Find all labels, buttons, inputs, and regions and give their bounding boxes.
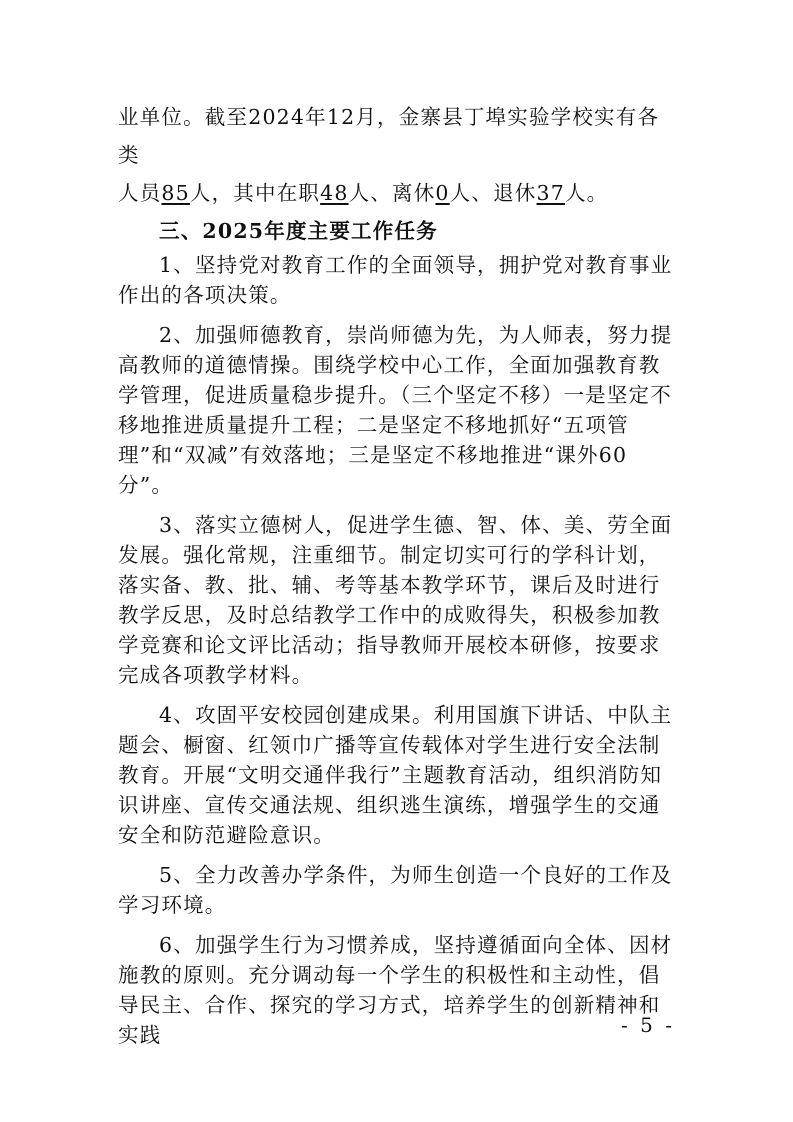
intro-line-1: 业单位。截至2024年12月，金寨县丁埠实验学校实有各类 [118, 105, 660, 167]
task-item-2: 2、加强师德教育，崇尚师德为先，为人师表，努力提高教师的道德情操。围绕学校中心工作，全面加强教育教学管理，促进质量稳步提升。（三个坚定不移）一是坚定不移地推进质量提升工程；二是坚定不移地抓好“五项管理”和“双减”有效落地；三是坚定不移地推进“课外60分”。 [118, 323, 673, 497]
intro-line-2 [118, 174, 678, 212]
section-heading: 三、2025年度主要工作任务 [159, 219, 438, 243]
task-item-3: 3、落实立德树人，促进学生德、智、体、美、劳全面发展。强化常规，注重细节。制定切实可行的学科计划，落实备、教、批、辅、考等基本教学环节，课后及时进行教学反思，及时总结教学工作中的成败得失，积极参加教学竞赛和论文评比活动；指导教师开展校本研修，按要求完成各项教学材料。 [118, 513, 673, 687]
task-item-5: 5、全力改善办学条件，为师生创造一个良好的工作及学习环境。 [118, 863, 673, 917]
intro-text: 人、退休 [449, 181, 537, 205]
staff-retired: 37 [536, 181, 565, 205]
staff-total: 85 [161, 181, 190, 205]
task-item-1: 1、坚持党对教育工作的全面领导，拥护党对教育事业作出的各项决策。 [118, 253, 673, 307]
body-text [118, 98, 678, 1050]
intro-text: 人员 [118, 181, 162, 205]
intro-text: 人。 [564, 181, 609, 205]
intro-text: 人、离休 [348, 181, 436, 205]
task-item-4: 4、攻固平安校园创建成果。利用国旗下讲话、中队主题会、橱窗、红领巾广播等宣传载体对学生进行安全法制教育。开展“文明交通伴我行”主题教育活动，组织消防知识讲座、宣传交通法规、组织逃生演练，增强学生的交通安全和防范避险意识。 [118, 703, 673, 847]
page-number: - 5 - [621, 1013, 675, 1037]
staff-active: 48 [320, 181, 349, 205]
task-item-6: 6、加强学生行为习惯养成，坚持遵循面向全体、因材施教的原则。充分调动每一个学生的积极性和主动性，倡导民主、合作、探究的学习方式，培养学生的创新精神和实践 [118, 933, 673, 1047]
intro-text: 人，其中在职 [189, 181, 321, 205]
staff-retired-cadre: 0 [435, 181, 450, 205]
